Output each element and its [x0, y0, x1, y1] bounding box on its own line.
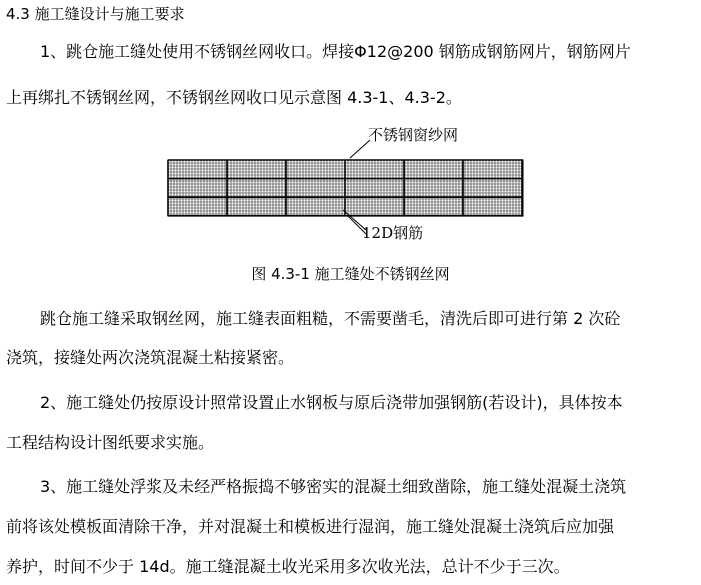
- paragraph-2-line-1: 跳仓施工缝采取钢丝网，施工缝表面粗糙，不需要凿毛，清洗后即可进行第 2 次砼: [40, 309, 621, 328]
- mesh-label: 不锈钢窗纱网: [368, 126, 459, 144]
- paragraph-3-line-1: 2、施工缝处仍按原设计照常设置止水钢板与原后浇带加强钢筋(若设计)，具体按本: [40, 393, 623, 412]
- rebar-label: 12D钢筋: [362, 224, 424, 242]
- paragraph-4-line-2: 前将该处模板面清除干净，并对混凝土和模板进行湿润，施工缝处混凝土浇筑后应加强: [6, 517, 615, 536]
- paragraph-3-line-2: 工程结构设计图纸要求实施。: [6, 433, 215, 452]
- mesh-grid: [168, 160, 523, 216]
- mesh-diagram: [160, 122, 530, 262]
- paragraph-1-line-1: 1、跳仓施工缝处使用不锈钢丝网收口。焊接Φ12@200 钢筋成钢筋网片，钢筋网片: [40, 42, 631, 61]
- figure-caption: 图 4.3-1 施工缝处不锈钢丝网: [251, 265, 450, 283]
- mesh-label-leader: [350, 140, 370, 158]
- paragraph-4-line-3: 养护，时间不少于 14d。施工缝混凝土收光采用多次收光法，总计不少于三次。: [6, 557, 570, 576]
- paragraph-1-line-2: 上再绑扎不锈钢丝网，不锈钢丝网收口见示意图 4.3-1、4.3-2。: [6, 88, 462, 107]
- section-heading: 4.3 施工缝设计与施工要求: [6, 5, 185, 23]
- paragraph-2-line-2: 浇筑，接缝处两次浇筑混凝土粘接紧密。: [6, 348, 295, 367]
- paragraph-4-line-1: 3、施工缝处浮浆及未经严格振捣不够密实的混凝土细致凿除，施工缝处混凝土浇筑: [40, 477, 627, 496]
